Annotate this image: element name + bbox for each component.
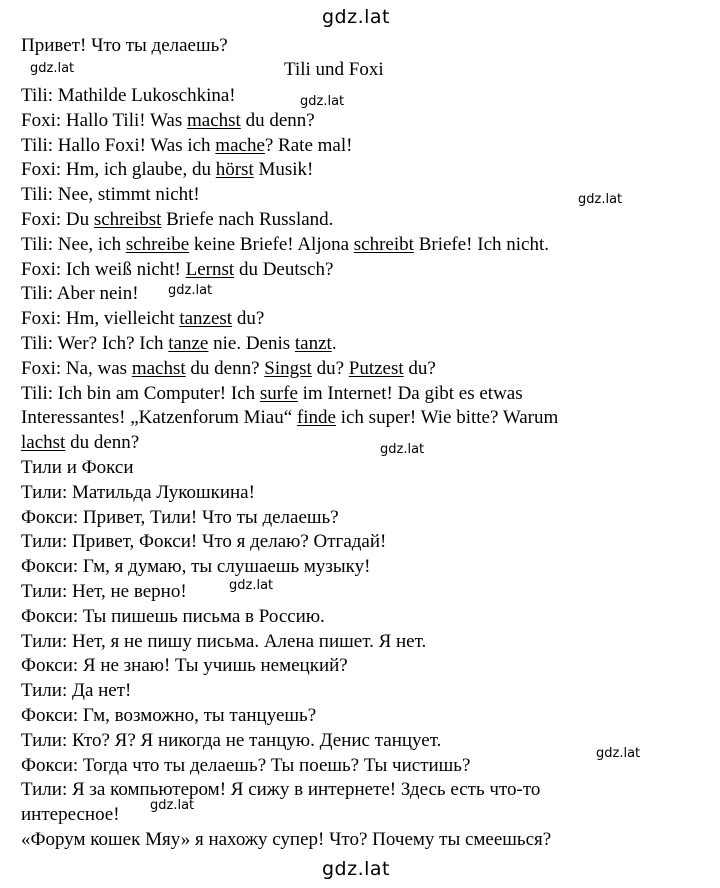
dialog-line bbox=[21, 803, 120, 827]
dialog-line bbox=[21, 754, 470, 778]
line-text: Тили: Кто? Я? Я никогда не танцую. Денис танцует. bbox=[21, 729, 442, 751]
dialog-line bbox=[21, 233, 549, 257]
dialog-line bbox=[21, 605, 325, 629]
underlined-verb: schreibst bbox=[93, 209, 162, 230]
line-text: Tili: Nee, ich bbox=[21, 233, 126, 255]
watermark: gdz.lat bbox=[168, 283, 213, 298]
line-text: Foxi: Hallo Tili! Was bbox=[21, 109, 187, 131]
line-text: Tili: Mathilde Lukoschkina! bbox=[21, 85, 236, 106]
line-text: du? bbox=[311, 357, 349, 379]
line-text: ? Rate mal! bbox=[264, 134, 353, 156]
line-text: Tili: Aber nein! bbox=[21, 283, 139, 305]
line-text: nie. Denis bbox=[208, 333, 295, 354]
watermark: gdz.lat bbox=[596, 746, 641, 761]
line-text: du denn? bbox=[65, 432, 140, 454]
dialog-line bbox=[21, 679, 131, 703]
underlined-verb: finde bbox=[296, 407, 336, 429]
underlined-verb: tanze bbox=[168, 333, 209, 354]
dialog-line bbox=[21, 555, 370, 579]
line-text: Briefe nach Russland. bbox=[161, 209, 334, 230]
line-text: du denn? bbox=[185, 357, 265, 379]
underlined-verb: surfe bbox=[259, 382, 298, 404]
dialog-title: Tili und Foxi bbox=[284, 59, 384, 80]
line-text: Тили: Нет, не верно! bbox=[21, 581, 187, 602]
line-text: «Форум кошек Мяу» я нахожу супер! Что? Почему ты смеешься? bbox=[21, 829, 552, 850]
line-text: Тили: Нет, я не пишу письма. Алена пишет. Я нет. bbox=[21, 630, 427, 652]
underlined-verb: hörst bbox=[215, 159, 254, 181]
watermark-bottom: gdz.lat bbox=[322, 858, 391, 880]
dialog-line bbox=[21, 84, 236, 108]
line-text: Фокси: Тогда что ты делаешь? Ты поешь? Ты чистишь? bbox=[21, 754, 471, 776]
watermark: gdz.lat bbox=[229, 578, 274, 593]
underlined-verb: tanzest bbox=[179, 308, 233, 330]
line-text: ich super! Wie bitte? Warum bbox=[335, 407, 559, 429]
line-text: Фокси: Гм, возможно, ты танцуешь? bbox=[21, 705, 317, 726]
line-text: Фокси: Ты пишешь письма в Россию. bbox=[21, 605, 325, 627]
underlined-verb: Putzest bbox=[348, 357, 404, 379]
line-text: Tili: Nee, stimmt nicht! bbox=[21, 184, 200, 206]
dialog-line bbox=[21, 630, 426, 654]
underlined-verb: schreibe bbox=[125, 233, 190, 255]
dialog-line bbox=[21, 208, 333, 232]
dialog-line bbox=[21, 109, 315, 133]
line-text: Тили: Матильда Лукошкина! bbox=[21, 481, 255, 503]
line-text: keine Briefe! Aljona bbox=[189, 233, 354, 255]
dialog-line bbox=[21, 778, 540, 802]
dialog-line bbox=[21, 382, 523, 406]
dialog-line bbox=[21, 580, 187, 604]
dialog-line bbox=[21, 357, 436, 381]
line-text: Musik! bbox=[253, 159, 314, 181]
line-text: du? bbox=[232, 308, 265, 330]
dialog-line bbox=[21, 282, 139, 306]
dialog-line bbox=[21, 406, 558, 430]
underlined-verb: machst bbox=[187, 109, 241, 131]
dialog-line bbox=[21, 332, 337, 356]
line-text: Briefe! Ich nicht. bbox=[413, 233, 549, 255]
line-text: Foxi: Hm, vielleicht bbox=[21, 308, 180, 330]
heading: Привет! Что ты делаешь? bbox=[21, 35, 228, 56]
underlined-verb: Singst bbox=[264, 357, 312, 379]
line-text: интересное! bbox=[21, 804, 120, 826]
line-text: Фокси: Я не знаю! Ты учишь немецкий? bbox=[21, 655, 348, 677]
dialog-line bbox=[21, 481, 255, 505]
line-text: Тили: Я за компьютером! Я сижу в интернете! Здесь есть что-то bbox=[21, 779, 541, 801]
line-text: Фокси: Привет, Тили! Что ты делаешь? bbox=[21, 506, 339, 528]
underlined-verb: lachst bbox=[21, 432, 66, 454]
line-text: Foxi: Na, was bbox=[21, 357, 132, 379]
watermark: gdz.lat bbox=[30, 61, 75, 76]
underlined-verb: Lernst bbox=[185, 258, 235, 280]
line-text: du denn? bbox=[240, 109, 315, 131]
underlined-verb: tanzt bbox=[294, 333, 332, 354]
dialog-line bbox=[21, 530, 386, 554]
line-text: Foxi: Ich weiß nicht! bbox=[21, 258, 186, 280]
line-text: Тили: Да нет! bbox=[21, 680, 132, 702]
dialog-line bbox=[21, 431, 139, 455]
dialog-line bbox=[21, 729, 441, 753]
dialog-line bbox=[21, 134, 352, 158]
underlined-verb: schreibt bbox=[353, 233, 414, 255]
underlined-verb: mache bbox=[215, 134, 265, 156]
watermark: gdz.lat bbox=[380, 442, 425, 457]
dialog-line bbox=[21, 654, 348, 678]
dialog-line bbox=[21, 307, 264, 331]
dialog-line bbox=[21, 183, 200, 207]
line-text: im Internet! Da gibt es etwas bbox=[297, 382, 523, 404]
line-text: du Deutsch? bbox=[234, 258, 334, 280]
dialog-line bbox=[21, 828, 551, 852]
watermark: gdz.lat bbox=[150, 798, 195, 813]
watermark: gdz.lat bbox=[300, 94, 345, 109]
line-text: Tili: Ich bin am Computer! Ich bbox=[21, 382, 260, 404]
line-text: . bbox=[331, 333, 337, 354]
line-text: du? bbox=[403, 357, 436, 379]
line-text: Фокси: Гм, я думаю, ты слушаешь музыку! bbox=[21, 556, 371, 578]
line-text: Тили и Фокси bbox=[21, 457, 134, 478]
line-text: Тили: Привет, Фокси! Что я делаю? Отгадай! bbox=[21, 531, 387, 553]
line-text: Interessantes! „Katzenforum Miau“ bbox=[21, 407, 297, 429]
dialog-line bbox=[21, 158, 313, 182]
line-text: Foxi: Du bbox=[21, 209, 94, 230]
line-text: Tili: Hallo Foxi! Was ich bbox=[21, 134, 216, 156]
underlined-verb: machst bbox=[131, 357, 186, 379]
dialog-line bbox=[21, 258, 333, 282]
dialog-line bbox=[21, 456, 134, 480]
line-text: Foxi: Hm, ich glaube, du bbox=[21, 159, 216, 181]
line-text: Tili: Wer? Ich? Ich bbox=[21, 333, 169, 354]
dialog-line bbox=[21, 704, 316, 728]
watermark: gdz.lat bbox=[578, 192, 623, 207]
watermark-top: gdz.lat bbox=[322, 6, 391, 28]
dialog-line bbox=[21, 506, 339, 530]
